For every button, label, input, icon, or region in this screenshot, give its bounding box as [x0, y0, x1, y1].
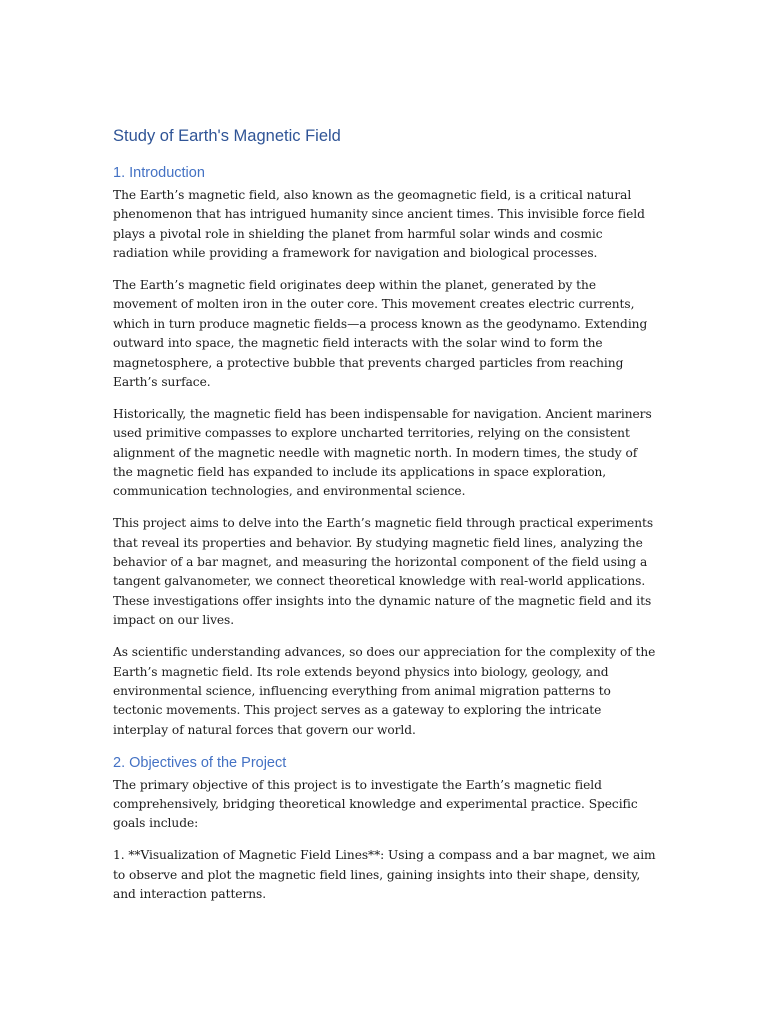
list-item-paragraph: 1. **Visualization of Magnetic Field Lines**: Using a compass and a bar magnet, we aim to observe and plot the magnetic field lines, gaining insights into their shape, density, and interaction patterns.	[113, 848, 656, 901]
paragraph: This project aims to delve into the Earth’s magnetic field through practical experiments that reveal its properties and behavior. By studying magnetic field lines, analyzing the behavior of a bar magnet, and measuring the horizontal component of the field using a tangent galvanometer, we connect theoretical knowledge with real-world applications. These investigations offer insights into the dynamic nature of the magnetic field and its impact on our lives.	[113, 516, 654, 628]
document-title: Study of Earth's Magnetic Field	[113, 127, 341, 145]
paragraph: As scientific understanding advances, so does our appreciation for the complexity of the Earth’s magnetic field. Its role extends beyond physics into biology, geology, and environmental science, influencing everything from animal migration patterns to tectonic movements. This project serves as a gateway to exploring the intricate interplay of natural forces that govern our world.	[113, 645, 656, 737]
paragraph: The Earth’s magnetic field, also known as the geomagnetic field, is a critical natural phenomenon that has intrigued humanity since ancient times. This invisible force field plays a pivotal role in shielding the planet from harmful solar winds and cosmic radiation while providing a framework for navigation and biological processes.	[113, 188, 645, 261]
paragraph: The primary objective of this project is to investigate the Earth’s magnetic field comprehensively, bridging theoretical knowledge and experimental practice. Specific goals include:	[113, 777, 638, 831]
section-objectives	[113, 753, 658, 905]
paragraph: The Earth’s magnetic field originates deep within the planet, generated by the movement of molten iron in the outer core. This movement creates electric currents, which in turn produce magnetic fields—a process known as the geodynamo. Extending outward into space, the magnetic field interacts with the solar wind to form the magnetosphere, a protective bubble that prevents charged particles from reaching Earth’s surface.	[113, 278, 648, 390]
paragraph: Historically, the magnetic field has been indispensable for navigation. Ancient mariners used primitive compasses to explore uncharted territories, relying on the consistent alignment of the magnetic needle with magnetic north. In modern times, the study of the magnetic field has expanded to include its applications in space exploration, communication technologies, and environmental science.	[113, 406, 652, 499]
document-page	[113, 124, 658, 917]
section-heading: 1. Introduction	[113, 165, 205, 181]
section-introduction	[113, 163, 658, 740]
section-heading: 2. Objectives of the Project	[113, 754, 287, 771]
